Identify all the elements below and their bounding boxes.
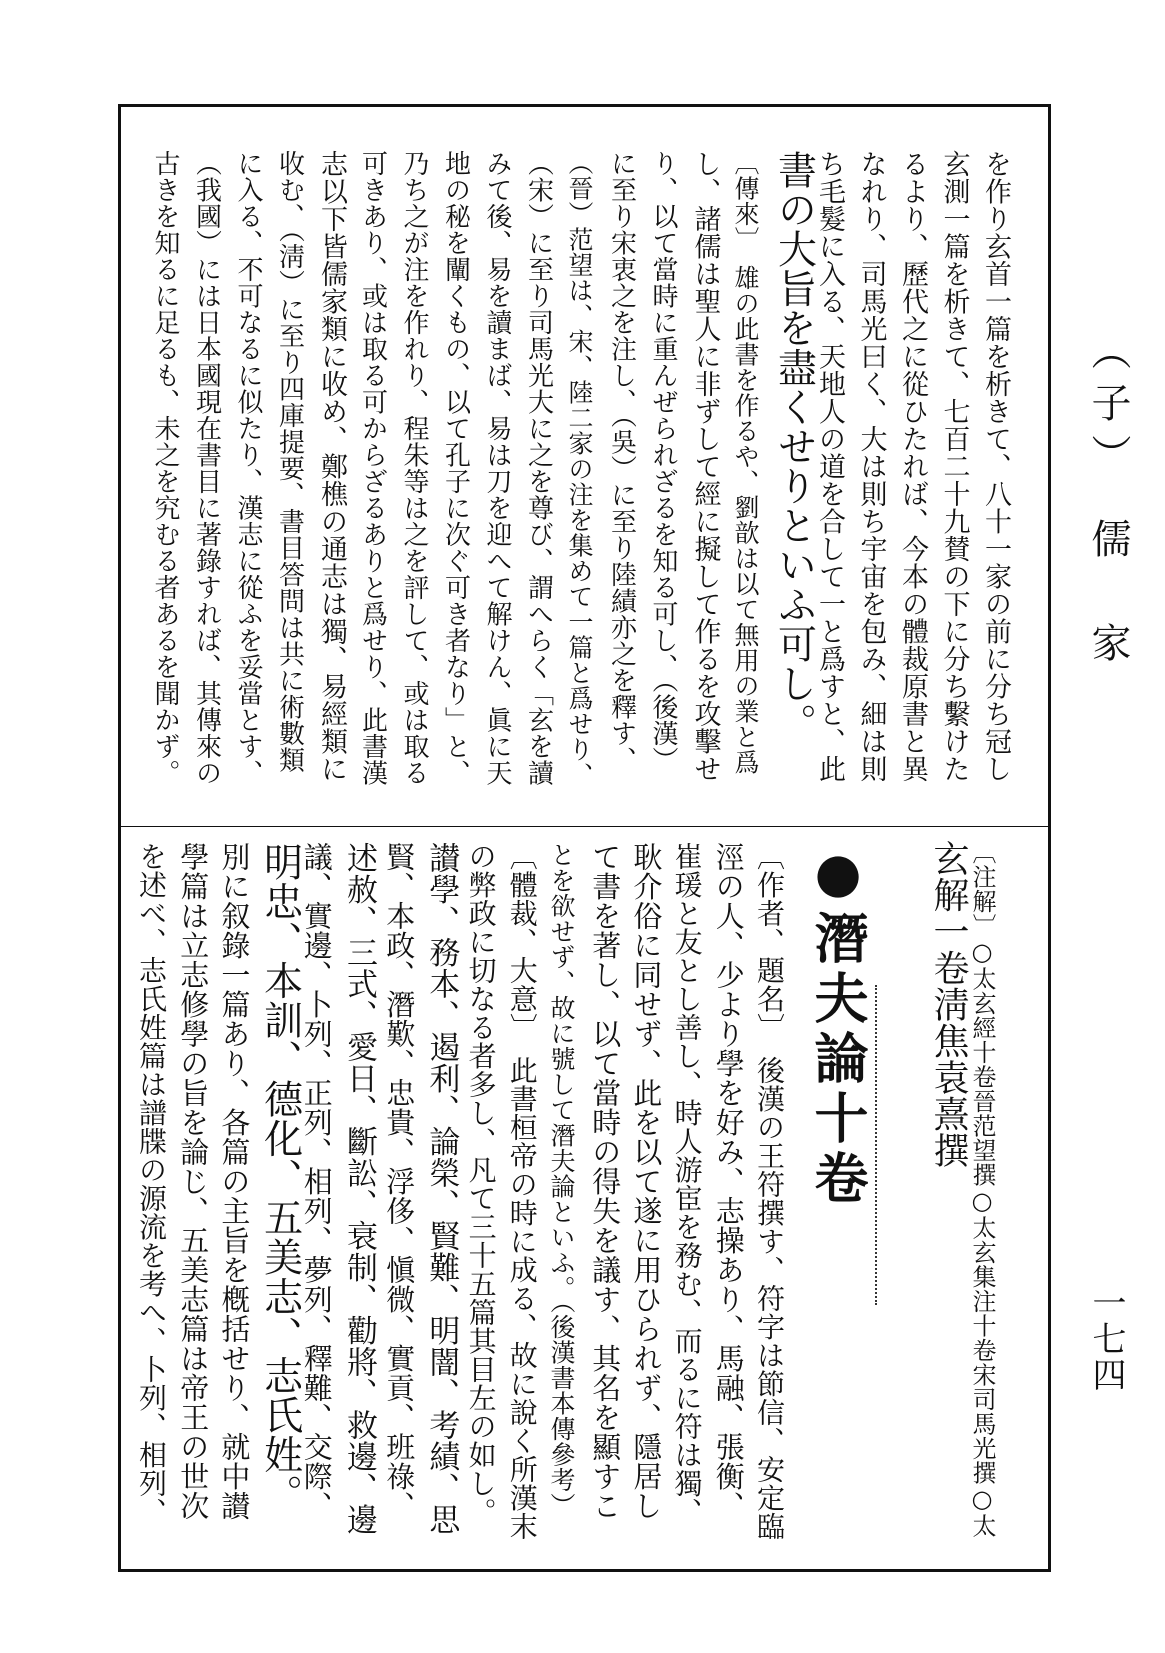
lower-text-column: 學篇は立志修學の旨を論じ、五美志篇は帝王の世次 <box>176 842 211 1521</box>
lower-text-column: 耿介俗に同せず、此を以て遂に用ひられず、隱居し <box>629 842 664 1521</box>
upper-text-column: 古きを知るに足るも、未之を究むる者あるを聞かず。 <box>150 150 180 786</box>
upper-text-column: 玄測一篇を析きて、七百二十九賛の下に分ち繫けた <box>938 150 970 783</box>
lower-text-column: 賢、本政、潛歎、忠貴、浮侈、愼微、實貢、班祿、 <box>382 842 417 1521</box>
lower-text-column: の弊政に切なる者多し、凡て三十五篇其目左の如し。 <box>464 842 498 1526</box>
lower-text-column: 明忠、本訓、德化、五美志、志氏姓。 <box>257 842 303 1514</box>
upper-text-column: 志以下皆儒家類に收め、鄭樵の通志は獨、易經類に <box>316 150 347 783</box>
lower-text-column: 涇の人、少より學を好み、志操あり、馬融、張衡、 <box>711 842 746 1521</box>
lower-text-column: を述べ、志氏姓篇は譜牒の源流を考へ、卜列、相列、 <box>135 842 168 1526</box>
lower-text-column: とを欲せず、故に號して潛夫論といふ。（後漢書本傳參考） <box>547 842 576 1518</box>
upper-text-column: 乃ち之が注を作れり、程朱等は之を評して、或は取る <box>399 150 429 786</box>
upper-text-column: 地の秘を闡くもの、以て孔子に次ぐ可き者なり」と、 <box>440 150 471 786</box>
lower-text-column: 崔瑗と友とし善し、時人游宦を務む、而るに符は獨、 <box>670 842 704 1526</box>
upper-text-column: を作り玄首一篇を析きて、八十一家の前に分ち冠し <box>980 150 1011 783</box>
lower-text-column: 讃學、務本、遏利、論榮、賢難、明闇、考績、思 <box>423 842 460 1535</box>
annotation-note: 玄解一卷淸焦袁熹撰 <box>928 840 969 1169</box>
section-title: ●潛夫論十卷 <box>806 840 870 1210</box>
upper-text-column: 可きあり、或は取る可からざるありと爲せり、此書漢 <box>357 150 388 786</box>
lower-text-column: 議、實邊、卜列、正列、相列、夢列、釋難、交際、 <box>299 842 334 1521</box>
lower-text-column: 〔作者、題名〕 後漢の王符撰す、符字は節信、安定臨 <box>753 842 786 1541</box>
page-number: 一七四 <box>1086 1285 1126 1393</box>
running-header: （子） 儒 家 <box>1085 330 1131 674</box>
upper-text-column: に入る、不可なるに似たり、漢志に從ふを妥當とす、 <box>233 150 263 786</box>
upper-text-column: 書の大旨を盡くせりといふ可し。 <box>771 150 817 743</box>
upper-text-column: 〔傳來〕 雄の此書を作るや、劉歆は以て無用の業と爲 <box>731 150 760 775</box>
upper-text-column: し、諸儒は聖人に非ずして經に擬して作るを攻擊せ <box>689 150 721 783</box>
upper-text-column: みて後、易を讀まば、易は刀を迎へて解けん、眞に天 <box>482 150 512 786</box>
upper-text-column: （我國）には日本國現在書目に著錄すれば、其傳來の <box>191 150 222 786</box>
section-divider <box>118 826 1051 827</box>
lower-text-column: て書を著し、以て當時の得失を議す、其名を顯すこ <box>588 842 623 1521</box>
wavy-separator <box>875 985 887 1305</box>
upper-text-column: 收む、（淸）に至り四庫提要、書目答問は共に術數類 <box>274 150 305 773</box>
lower-text-column: 別に叙錄一篇あり、各篇の主旨を槪括せり、就中讃 <box>217 842 252 1521</box>
upper-text-column: なれり、司馬光曰く、大は則ち宇宙を包み、細は則 <box>855 150 887 783</box>
upper-text-column: （宋）に至り司馬光大に之を尊び、謂へらく「玄を讀 <box>523 150 554 786</box>
lower-text-column: 述赦、三式、愛日、斷訟、衰制、勸將、救邊、邊 <box>341 842 377 1535</box>
lower-text-column: 〔體裁、大意〕 此書桓帝の時に成る、故に說く所漢末 <box>505 842 539 1541</box>
upper-text-column: り、以て當時に重んぜられざるを知る可し、（後漢） <box>648 150 678 773</box>
upper-text-column: るより、歷代之に從ひたれば、今本の體裁原書と異 <box>897 150 928 783</box>
upper-text-column: ち毛髮に入る、天地人の道を合して一と爲すと、此 <box>814 150 845 783</box>
annotation-note: 〔注解〕○太玄經十卷晉范望撰○太玄集注十卷宋司馬光撰○太 <box>968 840 996 1538</box>
upper-text-column: （晉）范望は、宋、陸二家の注を集めて一篇と爲せり、 <box>565 150 594 788</box>
upper-text-column: に至り宋衷之を注し、（吳）に至り陸績亦之を釋す、 <box>606 150 637 773</box>
